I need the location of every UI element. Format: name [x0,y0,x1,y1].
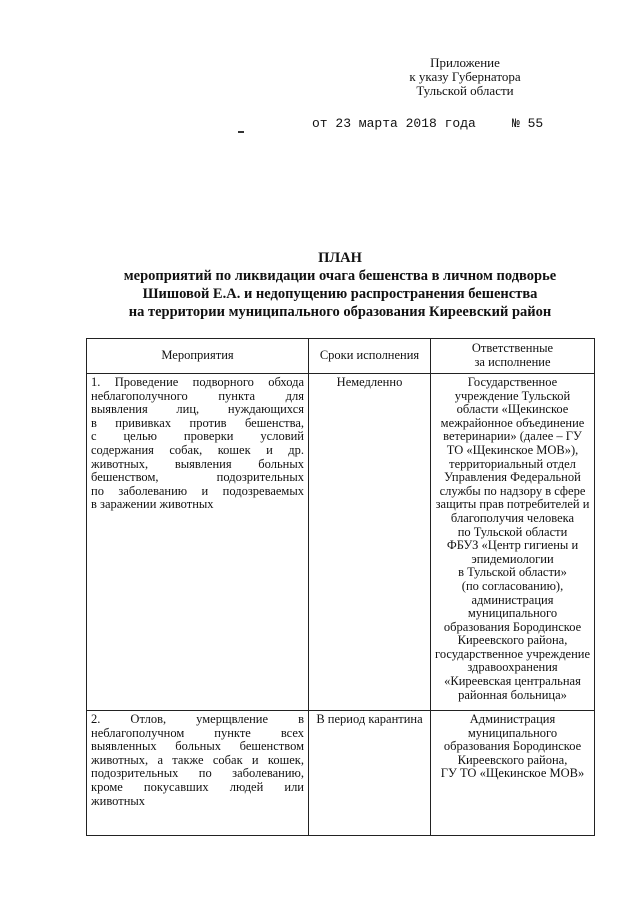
header-terms: Сроки исполнения [309,339,431,374]
responsible-line: муниципального [467,725,558,740]
header-responsible [431,339,595,374]
measure-line: в прививках против бешенства, [91,415,304,430]
appendix-line-2: к указу Губернатора [409,69,521,84]
appendix-line-1: Приложение [430,55,500,70]
measure-line: неблагополучном пункте всех [91,725,304,740]
measure-line: животных [91,793,146,808]
responsible-cell [431,711,595,836]
term-cell: В период карантина [309,711,431,836]
header-responsible-line-1: Ответственные [471,341,554,356]
responsible-line: государственное учреждение [435,646,591,661]
appendix-line-3: Тульской области [416,83,514,98]
responsible-line: Администрация [469,712,556,726]
plan-title-line-1: мероприятий по ликвидации очага бешенства в личном подворье [123,268,557,284]
measure-cell [87,711,309,836]
responsible-line: Киреевского района, [457,633,568,648]
plan-title [60,249,620,321]
measure-line: 2. Отлов, умерщвление в [91,712,304,726]
term-cell: Немедленно [309,374,431,711]
responsible-line: образования Бородинское [443,619,582,634]
responsible-line: образования Бородинское [443,739,582,754]
responsible-line: ФБУЗ «Центр гигиены и [446,538,579,553]
header-responsible-line-2: за исполнение [474,355,551,369]
responsible-line: по Тульской области [457,524,568,539]
decree-number: № 55 [512,116,544,131]
responsible-line: Киреевского района, [457,752,568,767]
measure-line: подозрительных по заболеванию, [91,766,304,781]
responsible-line: районная больница» [458,687,567,702]
plan-heading: ПЛАН [318,250,362,266]
responsible-line: муниципального [467,606,558,621]
measure-line: содержания собак, кошек и др. [91,442,304,457]
responsible-line: «Киреевская центральная [444,674,581,689]
table-header-row [87,339,595,374]
responsible-line: администрация [471,592,554,607]
responsible-line: (по согласованию), [461,578,564,593]
responsible-line: ветеринарии» (далее – ГУ [443,429,582,444]
measure-line: животных, а также собак и кошек, [91,752,304,767]
responsible-line: ГУ ТО «Щекинское МОВ» [440,766,585,781]
plan-table [86,338,595,836]
measure-line: с целью проверки условий [91,429,304,444]
measure-line: выявления лиц, нуждающихся [91,402,304,417]
responsible-line: эпидемиологии [471,551,554,566]
measure-line: животных, выявления больных [91,456,304,471]
responsible-line: Управления Федеральной [444,470,581,485]
responsible-line: защиты прав потребителей и [435,497,590,512]
decree-date: от 23 марта 2018 года [312,116,476,131]
plan-title-line-3: на территории муниципального образования Киреевский район [128,304,552,320]
measure-line: по заболеванию и подозреваемых [91,483,304,498]
responsible-cell [431,374,595,711]
plan-title-line-2: Шишовой Е.А. и недопущению распространения бешенства [142,286,538,302]
measure-line: 1. Проведение подворного обхода [91,375,304,389]
responsible-line: благополучия человека [450,510,575,525]
responsible-line: службы по надзору в сфере [439,483,586,498]
responsible-line: территориальный отдел [449,456,576,471]
table-row [87,374,595,711]
responsible-line: области «Щекинское [456,402,569,417]
decree-line [312,116,562,131]
scan-speck [238,131,244,133]
responsible-line: межрайонное объединение [440,415,585,430]
measure-line: кроме покусавших людей или [91,779,304,794]
measure-cell [87,374,309,711]
appendix-header [360,56,570,98]
responsible-line: Государственное [467,375,558,389]
responsible-line: ТО «Щекинское МОВ»), [446,442,579,457]
responsible-line: учреждение Тульской [454,388,571,403]
responsible-line: в Тульской области» [458,565,567,580]
measure-line: в заражении животных [91,497,214,512]
table-row [87,711,595,836]
measure-line: бешенством, подозрительных [91,470,304,485]
measure-line: выявленных больных бешенством [91,739,304,754]
responsible-line: здравоохранения [467,660,558,675]
header-measures: Мероприятия [87,339,309,374]
measure-line: неблагополучного пункта для [91,388,304,403]
